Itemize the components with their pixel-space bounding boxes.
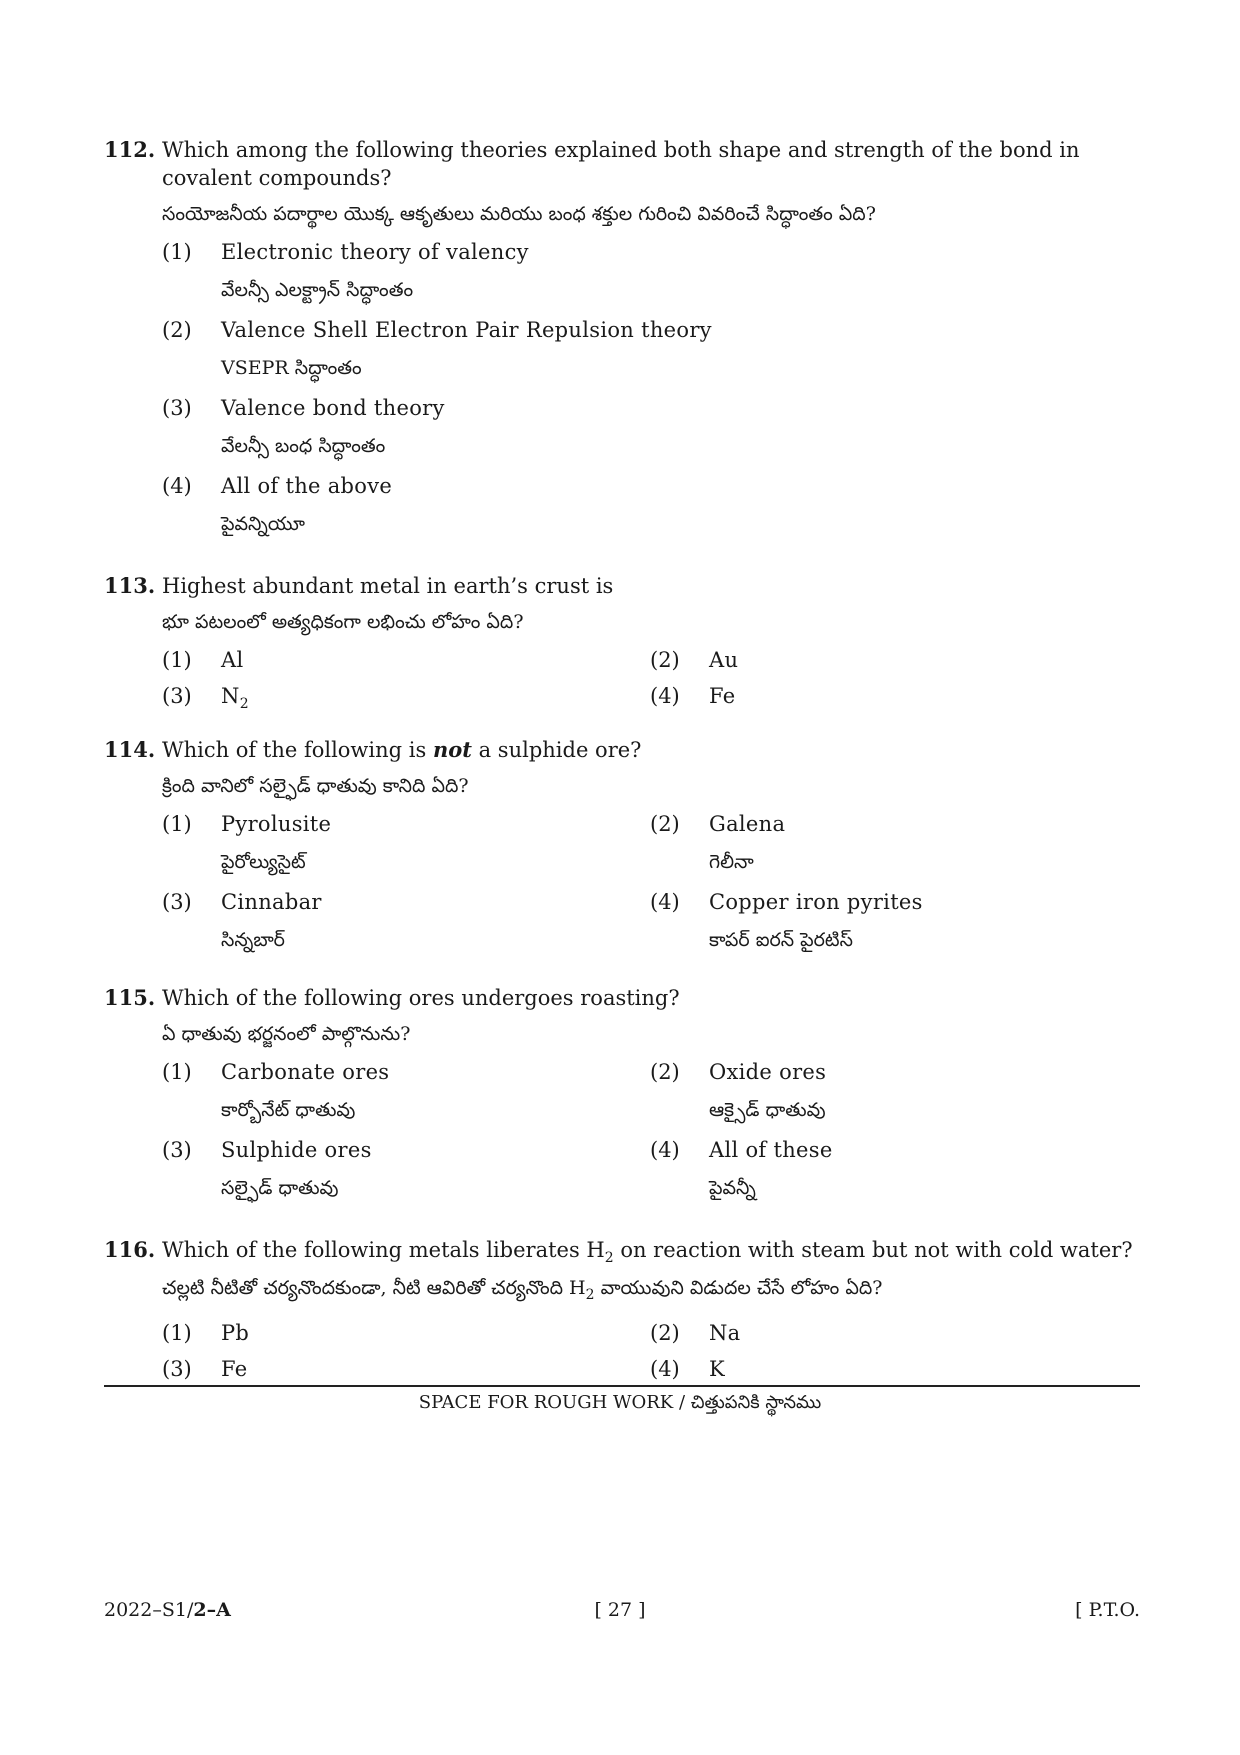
option-text-te: VSEPR సిద్ధాంతం: [221, 357, 362, 379]
question-text-te: భూ పటలంలో అత్యధికంగా లభించు లోహం ఏది?: [162, 611, 524, 633]
please-turn-over: [ P.T.O.: [1075, 1599, 1140, 1621]
option-text-te: పైవన్నియూ: [221, 513, 305, 535]
rough-work-label: SPACE FOR ROUGH WORK / చిత్తుపనికి స్థానము: [418, 1392, 822, 1413]
option-number: (4): [162, 474, 192, 498]
option-text-en: Valence Shell Electron Pair Repulsion theory: [221, 318, 712, 342]
question-number: 112.: [104, 137, 156, 162]
question-text-te: [104, 1274, 1144, 1309]
question-text-te: సంయోజనీయ పదార్థాల యొక్క ఆకృతులు మరియు బంధ శక్తుల గురించి వివరించే సిద్ధాంతం ఏది?: [162, 203, 876, 225]
option-number: (3): [162, 1138, 192, 1162]
options: [104, 642, 1144, 714]
option-text-te: వేలన్సీ ఎలక్ట్రాన్ సిద్ధాంతం: [221, 279, 414, 301]
question-number: 114.: [104, 737, 156, 762]
option-number: (1): [162, 812, 192, 836]
option-number: (2): [650, 648, 680, 672]
option-text-te: పైవన్నీ: [709, 1177, 756, 1199]
question-116-text: [104, 1236, 1144, 1272]
option-number: (3): [162, 1356, 192, 1381]
option-row: [104, 312, 1144, 390]
option-text-en: Au: [709, 648, 739, 672]
option-text-en: Fe: [221, 1356, 248, 1381]
question-113: [104, 572, 1144, 714]
option-text-te: సల్ఫైడ్ ధాతువు: [221, 1177, 339, 1199]
option-text-en: Cinnabar: [221, 890, 322, 914]
options: [104, 234, 1144, 546]
option-text-te: కాపర్ ఐరన్ పైరటిస్: [709, 929, 853, 951]
option-row: [104, 884, 1144, 962]
question-114: [104, 736, 1144, 962]
rough-work-divider: [104, 1385, 1140, 1387]
emphasis-not: not: [432, 737, 472, 762]
options: [104, 1054, 1144, 1210]
question-number: 116.: [104, 1237, 156, 1262]
option-text-en: All of the above: [221, 474, 393, 498]
question-text-en: Which of the following ores undergoes roasting?: [162, 986, 680, 1010]
option-number: (2): [162, 318, 192, 342]
option-text-en: Valence bond theory: [221, 396, 445, 420]
option-text-te: సిన్నబార్: [221, 929, 285, 951]
option-row: [104, 468, 1144, 546]
paper-code-set: 2–A: [193, 1599, 231, 1621]
option-row: [104, 1132, 1144, 1210]
question-text-en: Highest abundant metal in earth’s crust is: [162, 574, 614, 598]
option-number: (4): [650, 684, 680, 708]
option-text-en: Na: [709, 1320, 741, 1345]
option-text-en: K: [709, 1356, 725, 1381]
question-number: 113.: [104, 573, 156, 598]
option-text-te: వేలన్సీ బంధ సిద్ధాంతం: [221, 435, 386, 457]
question-text-te-part: చల్లటి నీటితో చర్యనొందకుండా, నీటి ఆవిరితో చర్యనొంది H: [162, 1277, 586, 1300]
paper-code-prefix: 2022–S1/: [104, 1599, 194, 1621]
option-number: (2): [650, 812, 680, 836]
option-number: (3): [162, 684, 192, 708]
option-number: (1): [162, 648, 192, 672]
question-text-te: ఏ ధాతువు భర్జనంలో పాల్గొనును?: [162, 1023, 411, 1045]
question-text-te-rest: వాయువుని విడుదల చేసే లోహం ఏది?: [594, 1277, 883, 1300]
option-text-en: Copper iron pyrites: [709, 890, 923, 914]
option-number: (4): [650, 890, 680, 914]
question-text-en: Which among the following theories explained both shape and strength of the bond in covalent compounds?: [162, 138, 1080, 190]
question-text-en-rest: on reaction with steam but not with cold water?: [613, 1238, 1133, 1262]
option-text-te: గెలీనా: [709, 851, 754, 873]
formula-symbol: N: [221, 684, 240, 708]
option-text-te: పైరోల్యుసైట్: [221, 851, 306, 873]
question-text-en: Which of the following metals liberates H: [162, 1238, 605, 1262]
option-row: [104, 806, 1144, 884]
options: [104, 1315, 1144, 1387]
question-115-text: [104, 984, 1144, 1012]
option-row: [104, 1054, 1144, 1132]
question-114-text: [104, 736, 1144, 764]
options: [104, 806, 1144, 962]
formula-subscript: 2: [604, 1250, 614, 1267]
option-number: (2): [650, 1320, 680, 1345]
question-112: [104, 136, 1144, 546]
option-row: [104, 1315, 1144, 1351]
option-text-en: Electronic theory of valency: [221, 240, 529, 264]
formula-subscript: 2: [239, 696, 249, 713]
page-number: [ 27 ]: [594, 1599, 646, 1621]
option-number: (2): [650, 1060, 680, 1084]
option-text-en: Al: [221, 648, 244, 672]
option-text-en: All of these: [709, 1138, 833, 1162]
option-row: [104, 234, 1144, 312]
question-text-en: Which of the following is: [162, 738, 433, 762]
option-row: [104, 390, 1144, 468]
option-number: (4): [650, 1138, 680, 1162]
option-number: (3): [162, 396, 192, 420]
option-number: (4): [650, 1356, 680, 1381]
option-text-en: Sulphide ores: [221, 1138, 372, 1162]
option-number: (1): [162, 1320, 192, 1345]
option-text-en: Galena: [709, 812, 786, 836]
option-row: [104, 678, 1144, 714]
option-number: (1): [162, 240, 192, 264]
formula-subscript: 2: [585, 1286, 595, 1303]
question-116: [104, 1236, 1144, 1387]
option-text-en: Carbonate ores: [221, 1060, 390, 1084]
option-text-en: Oxide ores: [709, 1060, 827, 1084]
question-text-en-rest: a sulphide ore?: [471, 738, 642, 762]
option-row: [104, 642, 1144, 678]
option-text-te: కార్బోనేట్ ధాతువు: [221, 1099, 356, 1121]
option-number: (1): [162, 1060, 192, 1084]
option-text-en: Pb: [221, 1320, 250, 1345]
question-text-te: క్రింది వానిలో సల్ఫైడ్ ధాతువు కానిది ఏది?: [162, 775, 469, 797]
option-number: (3): [162, 890, 192, 914]
option-text-en: Fe: [709, 684, 736, 708]
question-115: [104, 984, 1144, 1210]
option-text-en: [221, 678, 249, 722]
option-row: [104, 1351, 1144, 1387]
option-text-te: ఆక్సైడ్ ధాతువు: [709, 1099, 826, 1121]
question-113-text: [104, 572, 1144, 600]
option-text-en: Pyrolusite: [221, 812, 332, 836]
question-number: 115.: [104, 985, 156, 1010]
question-112-text: [104, 136, 1144, 192]
